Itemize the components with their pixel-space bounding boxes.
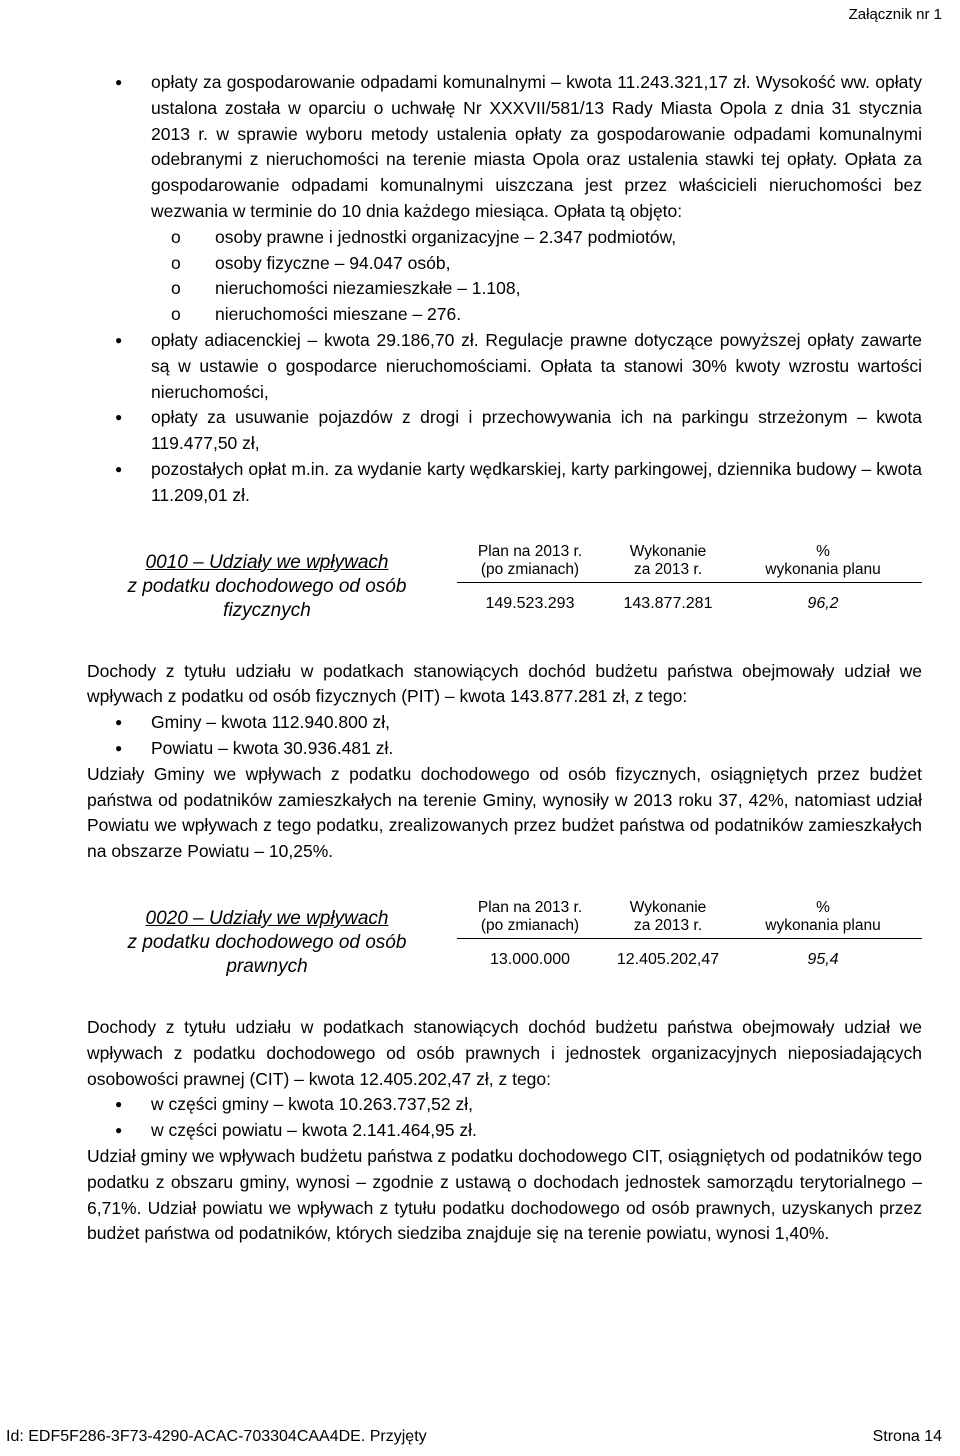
section-title-line: prawnych (226, 955, 308, 977)
paragraph: Dochody z tytułu udziału w podatkach stanowiących dochód budżetu państwa obejmowały udział we wpływach z podatku dochodowego od osób prawnych i jednostek organizacyjnych nieposiadających osobowości prawnej (CIT) – kwota 12.405.202,47 zł, z tego: (87, 1016, 922, 1089)
plan-header: Plan na 2013 r. (po zmianach) (477, 898, 583, 934)
metrics-header-row (457, 543, 922, 583)
metrics-value-row (457, 939, 922, 969)
paragraph: Dochody z tytułu udziału w podatkach stanowiących dochód budżetu państwa obejmowały udział we wpływach z podatku od osób fizycznych (PIT) – kwota 143.877.281 zł, z tego: (87, 660, 922, 707)
list-item: ● pozostałych opłat m.in. za wydanie karty wędkarskiej, karty parkingowej, dziennika budowy – kwota 11.209,01 zł. (87, 457, 922, 509)
fees-list (87, 70, 922, 509)
pit-split-list (87, 710, 922, 762)
metrics-table (457, 543, 922, 613)
coverage-sublist (151, 225, 922, 328)
percent-header: % wykonania planu (765, 542, 881, 578)
plan-value: 149.523.293 (485, 594, 575, 612)
sub-list-item: o nieruchomości niezamieszkałe – 1.108, (151, 276, 922, 302)
section-title (87, 543, 447, 623)
list-item: ● opłaty za usuwanie pojazdów z drogi i przechowywania ich na parkingu strzeżonym – kwota 119.477,50 zł, (87, 405, 922, 457)
section-title-line: z podatku dochodowego od osób (127, 931, 407, 953)
metrics-header-row (457, 899, 922, 939)
list-item: ● Powiatu – kwota 30.936.481 zł. (87, 736, 922, 762)
list-item: ● Gminy – kwota 112.940.800 zł, (87, 710, 922, 736)
page-number: Strona 14 (872, 1428, 942, 1445)
section-title (87, 899, 447, 979)
section-header-0010 (87, 543, 922, 623)
metrics-table (457, 899, 922, 969)
list-item: ● w części powiatu – kwota 2.141.464,95 zł. (87, 1118, 922, 1144)
page-footer (6, 1428, 942, 1446)
section-header-0020 (87, 899, 922, 979)
percent-value: 96,2 (807, 594, 839, 612)
paragraph: Udziały Gminy we wpływach z podatku dochodowego od osób fizycznych, osiągniętych przez budżet państwa od podatników zamieszkałych na terenie Gminy, wynosiły w 2013 roku 37, 42%, natomiast udział Powiatu we wpływach z tego podatku, zrealizowanych przez budżet państwa od podatników zamieszkałych na obszarze Powiatu – 10,25%. (87, 763, 922, 862)
list-item: ● w części gminy – kwota 10.263.737,52 zł, (87, 1092, 922, 1118)
list-item-text: opłaty za gospodarowanie odpadami komunalnymi – kwota 11.243.321,17 zł. Wysokość ww. opłaty ustalona została w oparciu o uchwałę Nr XXXVII/581/13 Rady Miasta Opola z dnia 31 stycznia 2013 r. w sprawie wyboru metody ustalenia opłaty za gospodarowanie odpadami komunalnymi odebranymi z nieruchomości na terenie miasta Opola oraz ustalenia stawki tej opłaty. Opłata za gospodarowanie odpadami komunalnymi uiszczana jest przez właścicieli nieruchomości bez wezwania w terminie do 10 dnia każdego miesiąca. Opłata tą objęto: (151, 72, 922, 221)
section-title-line: 0020 – Udziały we wpływach (145, 907, 389, 929)
metrics-value-row (457, 583, 922, 613)
plan-value: 13.000.000 (489, 950, 571, 968)
document-id: Id: EDF5F286-3F73-4290-ACAC-703304CAA4DE. Przyjęty (6, 1428, 427, 1445)
percent-value: 95,4 (807, 950, 839, 968)
execution-header: Wykonanie za 2013 r. (629, 898, 707, 934)
section-title-line: z podatku dochodowego od osób (127, 575, 407, 597)
percent-header: % wykonania planu (765, 898, 881, 934)
cit-split-list (87, 1092, 922, 1144)
document-body (87, 70, 922, 1247)
paragraph: Udział gminy we wpływach budżetu państwa z podatku dochodowego CIT, osiągniętych od podatników tego podatku z obszaru gminy, wynosi – zgodnie z ustawą o dochodach jednostek samorządu terytorialnego – 6,71%. Udział powiatu we wpływach z tytułu podatku dochodowego od osób prawnych, uzyskanych przez budżet państwa od podatników, których siedziba znajduje się na terenie powiatu, wynosi 1,40%. (87, 1145, 922, 1244)
attachment-label: Załącznik nr 1 (848, 6, 942, 23)
sub-list-item: o osoby prawne i jednostki organizacyjne – 2.347 podmiotów, (151, 225, 922, 251)
list-item: ● opłaty adiacenckiej – kwota 29.186,70 zł. Regulacje prawne dotyczące powyższej opłaty zawarte są w ustawie o gospodarce nieruchomościami. Opłata ta stanowi 30% kwoty wzrostu wartości nieruchomości, (87, 328, 922, 405)
section-title-line: fizycznych (223, 599, 311, 621)
sub-list-item: o osoby fizyczne – 94.047 osób, (151, 251, 922, 277)
list-item (87, 70, 922, 328)
execution-value: 143.877.281 (623, 594, 713, 612)
sub-list-item: o nieruchomości mieszane – 276. (151, 302, 922, 328)
execution-value: 12.405.202,47 (616, 950, 720, 968)
section-title-line: 0010 – Udziały we wpływach (145, 551, 389, 573)
plan-header: Plan na 2013 r. (po zmianach) (477, 542, 583, 578)
execution-header: Wykonanie za 2013 r. (629, 542, 707, 578)
